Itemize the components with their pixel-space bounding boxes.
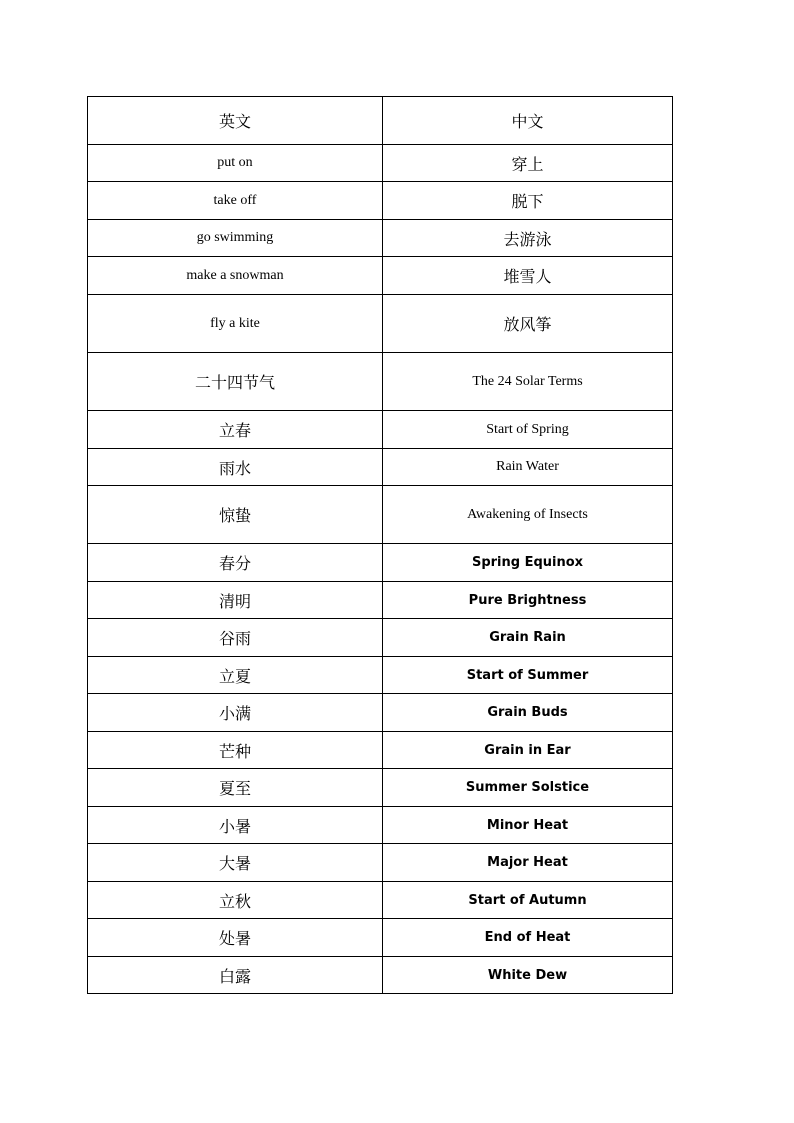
- cell-chinese: 白露: [88, 957, 383, 994]
- cell-english: Grain in Ear: [383, 732, 673, 769]
- cell-english: take off: [88, 182, 383, 220]
- table-header-row: [88, 97, 673, 145]
- cell-english: The 24 Solar Terms: [383, 353, 673, 411]
- table-row: [88, 807, 673, 844]
- cell-english: Major Heat: [383, 844, 673, 882]
- cell-english: Rain Water: [383, 449, 673, 486]
- cell-chinese: 二十四节气: [88, 353, 383, 411]
- table-row: [88, 732, 673, 769]
- cell-chinese: 雨水: [88, 449, 383, 486]
- cell-chinese: 惊蛰: [88, 486, 383, 544]
- cell-english: make a snowman: [88, 257, 383, 295]
- cell-english: Grain Rain: [383, 619, 673, 657]
- table-row: [88, 295, 673, 353]
- table-row: [88, 411, 673, 449]
- table-row: [88, 257, 673, 295]
- cell-english: White Dew: [383, 957, 673, 994]
- vocabulary-table: [87, 96, 673, 994]
- table-row: [88, 182, 673, 220]
- cell-chinese: 大暑: [88, 844, 383, 882]
- table-row: [88, 769, 673, 807]
- cell-chinese: 立春: [88, 411, 383, 449]
- cell-english: Pure Brightness: [383, 582, 673, 619]
- cell-chinese: 芒种: [88, 732, 383, 769]
- header-english: 英文: [88, 97, 383, 145]
- table-row: [88, 619, 673, 657]
- table-row: [88, 957, 673, 994]
- cell-chinese: 谷雨: [88, 619, 383, 657]
- cell-english: Awakening of Insects: [383, 486, 673, 544]
- table-row: [88, 544, 673, 582]
- table-row: [88, 694, 673, 732]
- cell-chinese: 夏至: [88, 769, 383, 807]
- cell-chinese: 穿上: [383, 145, 673, 182]
- cell-english: go swimming: [88, 220, 383, 257]
- cell-english: Grain Buds: [383, 694, 673, 732]
- table-row: [88, 220, 673, 257]
- cell-english: Start of Summer: [383, 657, 673, 694]
- table-row: [88, 449, 673, 486]
- cell-chinese: 去游泳: [383, 220, 673, 257]
- cell-english: End of Heat: [383, 919, 673, 957]
- table-row: [88, 353, 673, 411]
- cell-chinese: 春分: [88, 544, 383, 582]
- cell-chinese: 清明: [88, 582, 383, 619]
- cell-chinese: 放风筝: [383, 295, 673, 353]
- table-row: [88, 486, 673, 544]
- cell-english: put on: [88, 145, 383, 182]
- cell-chinese: 脱下: [383, 182, 673, 220]
- header-chinese: 中文: [383, 97, 673, 145]
- cell-chinese: 处暑: [88, 919, 383, 957]
- table-row: [88, 844, 673, 882]
- cell-english: Start of Spring: [383, 411, 673, 449]
- cell-chinese: 小满: [88, 694, 383, 732]
- cell-english: Spring Equinox: [383, 544, 673, 582]
- table-row: [88, 919, 673, 957]
- cell-english: Minor Heat: [383, 807, 673, 844]
- cell-chinese: 立秋: [88, 882, 383, 919]
- cell-english: fly a kite: [88, 295, 383, 353]
- table-row: [88, 145, 673, 182]
- cell-chinese: 堆雪人: [383, 257, 673, 295]
- cell-chinese: 立夏: [88, 657, 383, 694]
- cell-english: Start of Autumn: [383, 882, 673, 919]
- table-row: [88, 882, 673, 919]
- table-row: [88, 657, 673, 694]
- cell-chinese: 小暑: [88, 807, 383, 844]
- table-row: [88, 582, 673, 619]
- cell-english: Summer Solstice: [383, 769, 673, 807]
